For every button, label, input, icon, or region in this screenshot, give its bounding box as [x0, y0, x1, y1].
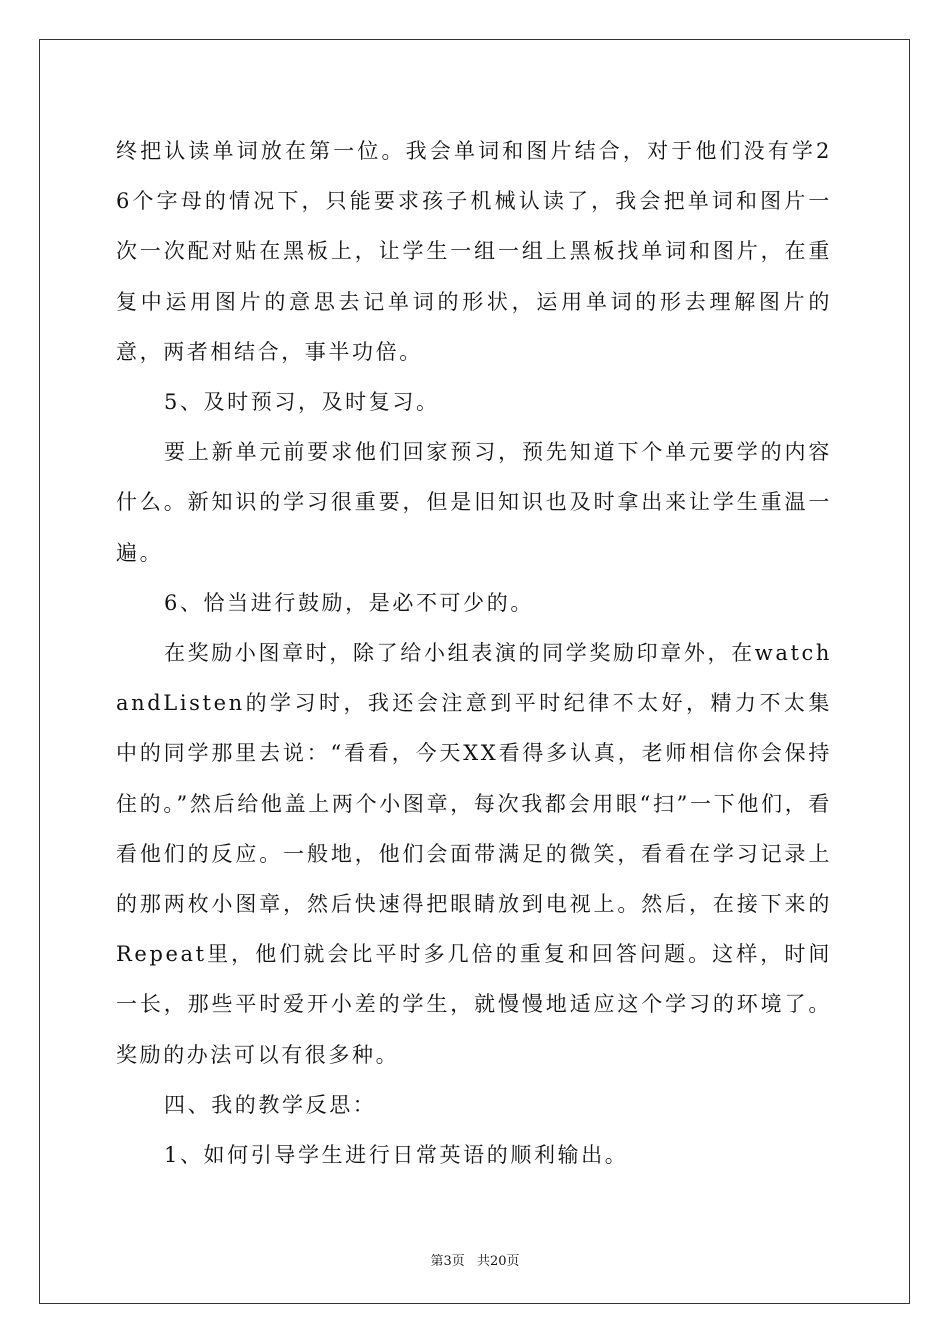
document-body: [116, 126, 832, 1180]
paragraph-heading-5: 5、及时预习，及时复习。: [164, 390, 440, 415]
page-number: 第3页: [430, 1254, 465, 1269]
paragraph-continuation: 终把认读单词放在第一位。我会单词和图片结合，对于他们没有学26个字母的情况下，只能要求孩子机械认读了，我会把单词和图片一次一次配对贴在黑板上，让学生一组一组上黑板找单词和图片，在重复中运用图片的意思去记单词的形状，运用单词的形去理解图片的意，两者相结合，事半功倍。: [116, 139, 832, 364]
paragraph-preview-review: 要上新单元前要求他们回家预习，预先知道下个单元要学的内容什么。新知识的学习很重要，但是旧知识也及时拿出来让学生重温一遍。: [116, 440, 832, 565]
page-total: 共20页: [476, 1254, 520, 1269]
section-heading-reflection: 四、我的教学反思：: [164, 1092, 377, 1117]
paragraph-reward-stamps: 在奖励小图章时，除了给小组表演的同学奖励印章外，在watchandListen的学习时，我还会注意到平时纪律不太好，精力不太集中的同学那里去说：“看看，今天XX看得多认真，老师相信你会保持住的。”然后给他盖上两个小图章，每次我都会用眼“扫”一下他们，看看他们的反应。一般地，他们会面带满足的微笑，看看在学习记录上的那两枚小图章，然后快速得把眼睛放到电视上。然后，在接下来的Repeat里，他们就会比平时多几倍的重复和回答问题。这样，时间一长，那些平时爱开小差的学生，就慢慢地适应这个学习的环境了。奖励的办法可以有很多种。: [116, 641, 832, 1067]
paragraph-heading-6: 6、恰当进行鼓励，是必不可少的。: [164, 590, 534, 615]
paragraph-reflection-1: 1、如何引导学生进行日常英语的顺利输出。: [164, 1143, 629, 1168]
page-footer: [0, 1250, 950, 1269]
